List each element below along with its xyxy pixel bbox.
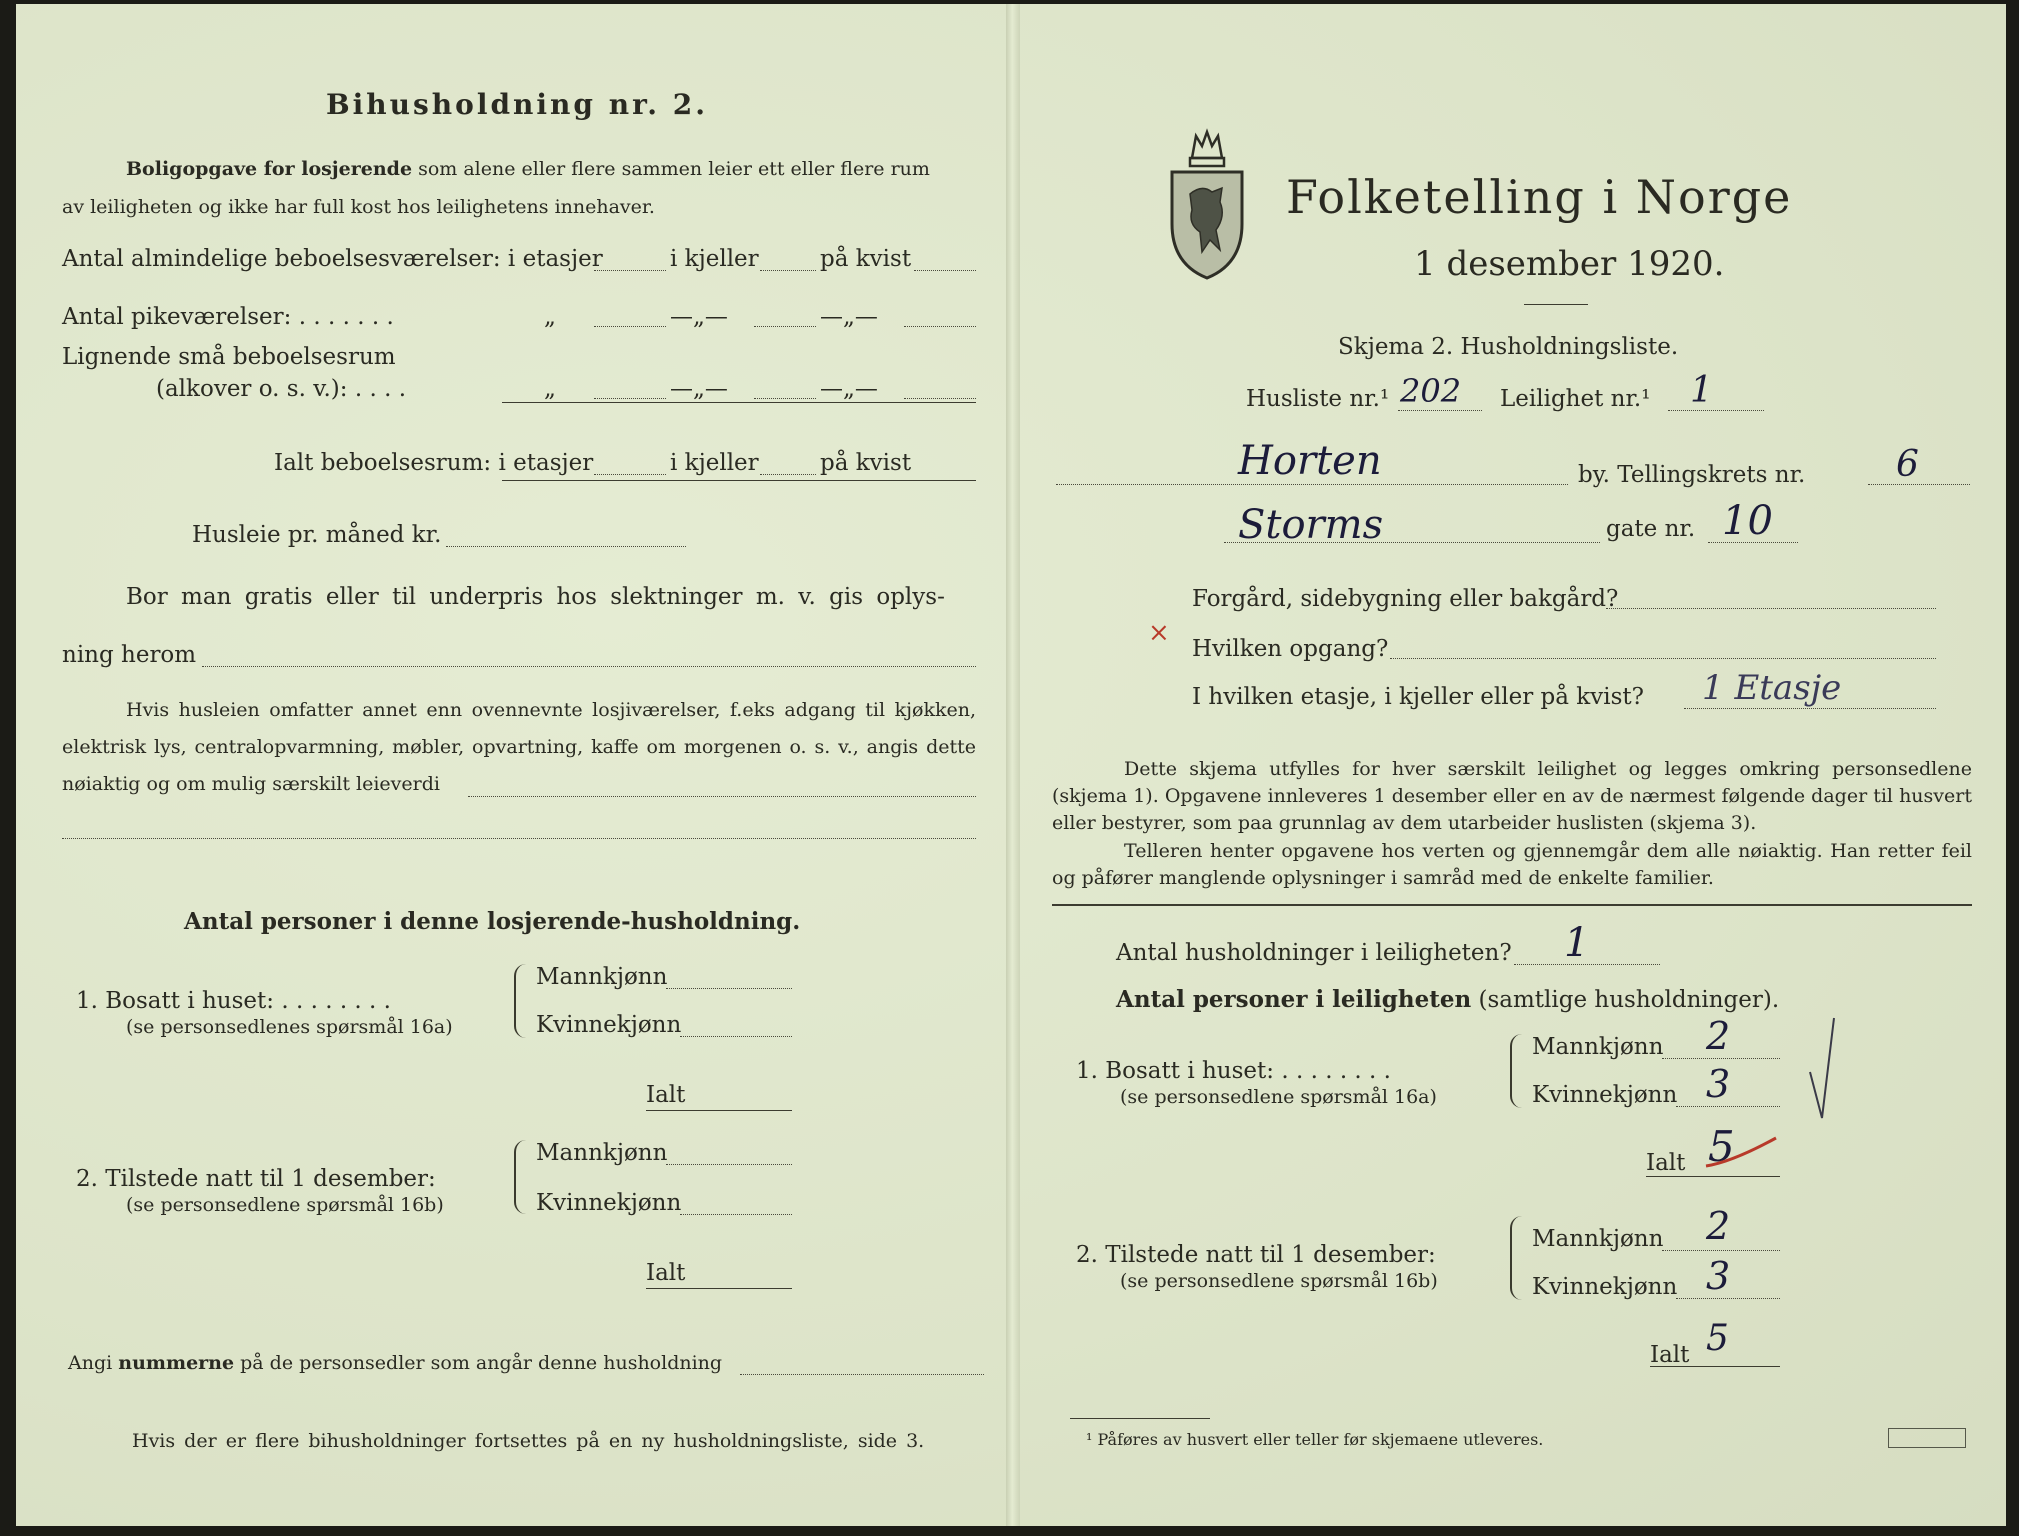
antal-hush-field[interactable] [1514, 964, 1660, 965]
right-q1-mann-label: Mannkjønn [1532, 1034, 1664, 1060]
angi-field[interactable] [740, 1374, 984, 1375]
ialt-kjeller-label: i kjeller [670, 450, 759, 476]
left-q1-kvinne-field[interactable] [680, 1036, 792, 1037]
intro-line-2: av leiligheten og ikke har full kost hos leilighetens innehaver. [62, 196, 655, 218]
leieverdi-field[interactable] [468, 796, 976, 797]
krets-value[interactable]: 6 [1896, 444, 1919, 485]
gate-field[interactable] [1224, 542, 1600, 543]
left-q2-sub: (se personsedlene spørsmål 16b) [126, 1194, 444, 1216]
etasje-field[interactable] [1684, 708, 1936, 709]
antal-kjeller-field[interactable] [760, 270, 816, 271]
antal-personer-heading: Antal personer i denne losjerende-husholdning. [184, 908, 801, 935]
right-q1-kvinne-value[interactable]: 3 [1706, 1062, 1731, 1106]
right-q2-mann-label: Mannkjønn [1532, 1226, 1664, 1252]
antal-kvist-field[interactable] [914, 270, 976, 271]
right-q1-sub: (se personsedlene spørsmål 16a) [1120, 1086, 1437, 1108]
pike-kjeller-field[interactable] [754, 326, 816, 327]
left-q1-label: 1. Bosatt i huset: . . . . . . . . [76, 988, 391, 1014]
right-q2-label: 2. Tilstede natt til 1 desember: [1076, 1242, 1436, 1268]
leilighet-label: Leilighet nr.¹ [1500, 386, 1651, 412]
gratis-field[interactable] [202, 666, 976, 667]
pike-ditto-2: —„— [670, 304, 728, 330]
pike-etasjer-field[interactable] [594, 326, 666, 327]
husliste-field[interactable] [1398, 410, 1482, 411]
gratis-line-2: ning herom [62, 642, 197, 668]
opgang-field[interactable] [1390, 658, 1936, 659]
footnote: ¹ Påføres av husvert eller teller før skjemaene utleveres. [1086, 1430, 1544, 1449]
form-title: Folketelling i Norge [1286, 170, 1793, 224]
intro-line-1 [126, 158, 930, 180]
row-lign-label-2: (alkover o. s. v.): . . . . [156, 376, 407, 402]
forgaard-field[interactable] [1606, 608, 1936, 609]
leieverdi-field-2[interactable] [62, 838, 976, 839]
antal-hush-value[interactable]: 1 [1564, 920, 1590, 966]
left-q2-brace [514, 1140, 526, 1214]
antal-pers-line [1116, 986, 1779, 1013]
right-q2-kvinne-value[interactable]: 3 [1706, 1254, 1731, 1298]
left-q1-ialt-label: Ialt [646, 1082, 686, 1108]
left-q2-label: 2. Tilstede natt til 1 desember: [76, 1166, 436, 1192]
printer-stamp [1888, 1428, 1966, 1448]
antal-kvist-label: på kvist [820, 246, 912, 272]
intro-bold: Boligopgave for losjerende [126, 158, 413, 180]
right-q2-ialt-label: Ialt [1650, 1342, 1690, 1368]
antal-kjeller-label: i kjeller [670, 246, 759, 272]
right-q1-label: 1. Bosatt i huset: . . . . . . . . [1076, 1058, 1391, 1084]
row-antal-label: Antal almindelige beboelsesværelser: i etasjer [62, 246, 603, 272]
row-lign-label-1: Lignende små beboelsesrum [62, 344, 396, 370]
leilighet-field[interactable] [1668, 410, 1764, 411]
left-q1-mann-label: Mannkjønn [536, 964, 668, 990]
angi-pre: Angi [68, 1352, 113, 1374]
title-rule [1524, 304, 1588, 305]
info-text-2: Telleren henter opgavene hos verten og gjennemgår dem alle nøiaktig. Han retter feil og påfører manglende oplysninger i samråd med de enkelte familier. [1052, 840, 1972, 889]
hvis-husleien-text: Hvis husleien omfatter annet enn ovennevnte losjiværelser, f.eks adgang til kjøkken, elektrisk lys, centralopvarmning, møbler, opvartning, kaffe om morgenen o. s. v., angis dette nøiaktig og om mulig særskilt leieverdi [62, 699, 976, 796]
row-ialt-label: Ialt beboelsesrum: i etasjer [274, 450, 594, 476]
right-q1-ialt-value[interactable]: 5 [1708, 1122, 1735, 1171]
husliste-value[interactable]: 202 [1400, 372, 1462, 410]
gate-nr-value[interactable]: 10 [1722, 498, 1773, 544]
gate-label: gate nr. [1606, 516, 1696, 542]
forgaard-label: Forgård, sidebygning eller bakgård? [1192, 586, 1619, 612]
left-q1-sub: (se personsedlenes spørsmål 16a) [126, 1016, 453, 1038]
left-q2-ialt-label: Ialt [646, 1260, 686, 1286]
lign-kvist-field[interactable] [904, 398, 976, 399]
husliste-label: Husliste nr.¹ [1246, 386, 1390, 412]
info-text-1: Dette skjema utfylles for hver særskilt leilighet og legges omkring personsedlene (skjema 1). Opgavene innleveres 1 desember eller en av de nærmest følgende dager til husvert eller bestyrer, som paa grunnlag av dem utarbeider huslisten (skjema 3). [1052, 758, 1972, 834]
left-title: Bihusholdning nr. 2. [326, 88, 708, 121]
row-pike-label: Antal pikeværelser: . . . . . . . [62, 304, 394, 330]
lign-ditto: „ [544, 376, 556, 402]
form-date: 1 desember 1920. [1414, 244, 1725, 284]
ialt-etasjer-field[interactable] [594, 474, 666, 475]
red-check-icon [1702, 1128, 1782, 1178]
opgang-label: Hvilken opgang? [1192, 636, 1389, 662]
census-form-sheet [16, 4, 2006, 1526]
pencil-check-icon [1808, 1014, 1838, 1124]
right-q1-kvinne-label: Kvinnekjønn [1532, 1082, 1678, 1108]
lign-ditto-3: —„— [820, 376, 878, 402]
krets-field[interactable] [1868, 484, 1970, 485]
left-q1-mann-field[interactable] [666, 988, 792, 989]
left-q2-mann-field[interactable] [666, 1164, 792, 1165]
right-q2-ialt-field[interactable] [1650, 1366, 1780, 1367]
left-q1-brace [514, 964, 526, 1038]
pike-ditto-3: —„— [820, 304, 878, 330]
left-q2-kvinne-field[interactable] [680, 1214, 792, 1215]
angi-line [68, 1352, 722, 1374]
left-q1-ialt-field[interactable] [646, 1110, 792, 1111]
gate-value[interactable]: Storms [1238, 502, 1384, 548]
opgang-mark: × [1148, 618, 1170, 648]
antal-pers-bold: Antal personer i leiligheten [1116, 986, 1472, 1013]
antal-pers-rest: (samtlige husholdninger). [1478, 987, 1780, 1013]
antal-etasjer-field[interactable] [594, 270, 666, 271]
left-q1-kvinne-label: Kvinnekjønn [536, 1012, 682, 1038]
ialt-kvist-label: på kvist [820, 450, 912, 476]
footnote-rule [1070, 1418, 1210, 1419]
lign-underline [502, 402, 976, 403]
leilighet-value[interactable]: 1 [1690, 370, 1713, 411]
right-q1-mann-field[interactable] [1662, 1058, 1780, 1059]
right-q1-mann-value[interactable]: 2 [1706, 1014, 1731, 1058]
right-q2-sub: (se personsedlene spørsmål 16b) [1120, 1270, 1438, 1292]
lign-kjeller-field[interactable] [754, 398, 816, 399]
right-q2-mann-value[interactable]: 2 [1706, 1204, 1731, 1248]
antal-hush-label: Antal husholdninger i leiligheten? [1116, 940, 1512, 966]
right-q1-brace [1510, 1034, 1522, 1108]
right-q1-ialt-label: Ialt [1646, 1150, 1686, 1176]
lign-ditto-2: —„— [670, 376, 728, 402]
left-q2-ialt-field[interactable] [646, 1288, 792, 1289]
intro-rest: som alene eller flere sammen leier ett eller flere rum [418, 158, 930, 180]
info-divider [1052, 904, 1972, 906]
husleie-label: Husleie pr. måned kr. [192, 522, 442, 548]
gratis-line-1: Bor man gratis eller til underpris hos slektninger m. v. gis oplys- [126, 584, 945, 610]
lign-etasjer-field[interactable] [594, 398, 666, 399]
right-q2-mann-field[interactable] [1662, 1250, 1780, 1251]
skjema-label: Skjema 2. Husholdningsliste. [1338, 334, 1679, 360]
gate-nr-field[interactable] [1708, 542, 1798, 543]
husleie-field[interactable] [446, 546, 686, 547]
pike-ditto: „ [544, 304, 556, 330]
ialt-underline [502, 480, 976, 481]
etasje-value[interactable]: 1 Etasje [1702, 668, 1842, 708]
left-footer: Hvis der er flere bihusholdninger fortsettes på en ny husholdningsliste, side 3. [132, 1430, 925, 1452]
left-q2-kvinne-label: Kvinnekjønn [536, 1190, 682, 1216]
right-q2-brace [1510, 1216, 1522, 1300]
by-field[interactable] [1056, 484, 1568, 485]
by-value[interactable]: Horten [1238, 438, 1382, 484]
right-q2-kvinne-label: Kvinnekjønn [1532, 1274, 1678, 1300]
ialt-kjeller-field[interactable] [760, 474, 816, 475]
pike-kvist-field[interactable] [904, 326, 976, 327]
right-q1-kvinne-field[interactable] [1676, 1106, 1780, 1107]
right-q2-ialt-value[interactable]: 5 [1706, 1318, 1729, 1359]
angi-post: på de personsedler som angår denne husholdning [240, 1352, 723, 1374]
left-q2-mann-label: Mannkjønn [536, 1140, 668, 1166]
right-q2-kvinne-field[interactable] [1676, 1298, 1780, 1299]
angi-bold: nummerne [118, 1352, 235, 1374]
coat-of-arms-icon [1166, 128, 1248, 280]
etasje-label: I hvilken etasje, i kjeller eller på kvist? [1192, 684, 1644, 710]
by-label: by. Tellingskrets nr. [1578, 462, 1806, 488]
page-fold [1006, 4, 1020, 1526]
